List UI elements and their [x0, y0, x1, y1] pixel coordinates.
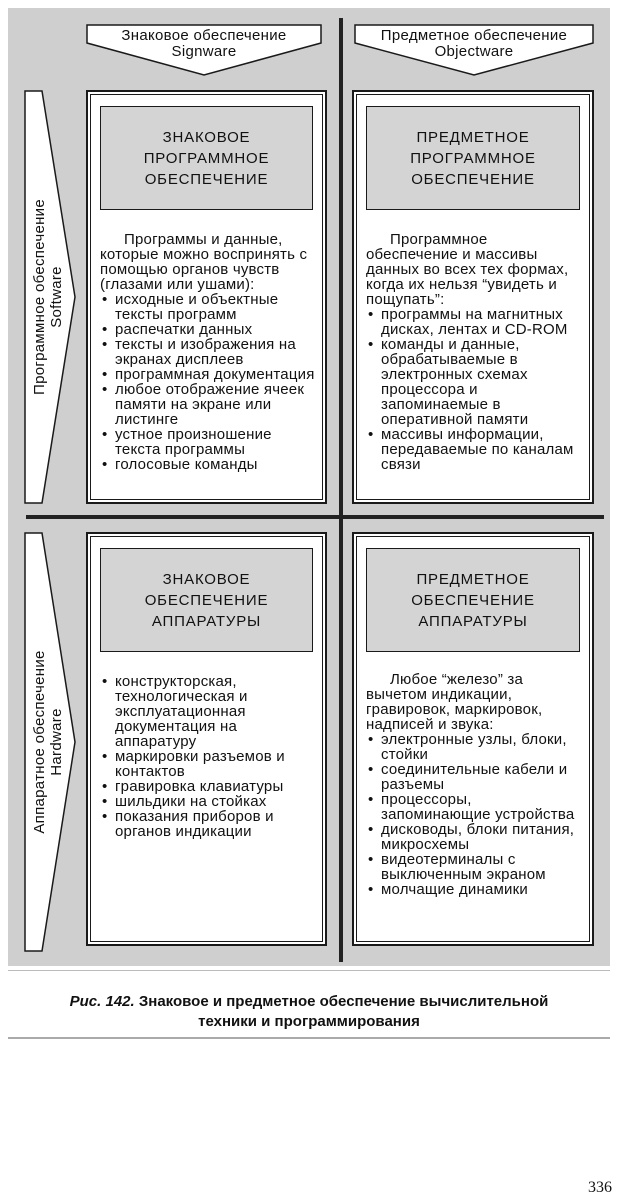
side-software-line2: Software	[48, 266, 65, 328]
panel-intro: Программное обеспечение и массивы данных во всех тех формах, когда их нельзя “увидеть и пощупать”:	[366, 231, 569, 308]
bullet-text: показания приборов и органов индикации	[115, 808, 274, 840]
panel-sign-hardware	[86, 532, 327, 946]
panel-title: ПРЕДМЕТНОЕ ОБЕСПЕЧЕНИЕ АППАРАТУРЫ	[411, 570, 535, 630]
bullet-icon: •	[368, 791, 374, 808]
caption-label: Рис. 142.	[69, 993, 135, 1010]
panel-object-hardware	[352, 532, 594, 946]
bullet-item	[100, 457, 315, 472]
side-hardware-arrow	[24, 532, 76, 952]
panel-body	[100, 232, 315, 472]
header-signware-arrow	[86, 24, 322, 76]
figure	[8, 8, 610, 966]
header-objectware-arrow	[354, 24, 594, 76]
bullet-icon: •	[102, 291, 108, 308]
bullet-item	[100, 794, 315, 809]
panel-intro: Программы и данные, которые можно воспринять с помощью органов чувств (глазами или ушами):	[100, 231, 308, 293]
panel-title-box	[366, 548, 580, 652]
side-software-arrow	[24, 90, 76, 504]
bullet-text: соединительные кабели и разъемы	[381, 761, 568, 793]
bullet-item	[100, 779, 315, 794]
bullet-text: программная документация	[115, 366, 315, 383]
bullet-text: конструкторская, технологическая и эксплуатационная документация на аппаратуру	[115, 673, 248, 750]
header-objectware-line1: Предметное обеспечение	[380, 27, 568, 44]
bullet-icon: •	[102, 456, 108, 473]
bullet-text: исходные и объектные тексты программ	[115, 291, 279, 323]
bullet-text: электронные узлы, блоки, стойки	[381, 731, 567, 763]
bullet-icon: •	[368, 821, 374, 838]
bullet-text: шильдики на стойках	[115, 793, 267, 810]
bullet-icon: •	[102, 793, 108, 810]
bullet-text: команды и данные, обрабатываемые в электронных схемах процессора и запоминаемые в оперативной памяти	[381, 336, 529, 428]
panel-body	[366, 232, 582, 472]
bullet-item	[366, 337, 582, 427]
side-hardware-line1: Аппаратное обеспечение	[31, 650, 48, 834]
vertical-divider	[339, 18, 343, 962]
bullet-item	[366, 427, 582, 472]
bullet-item	[366, 307, 582, 337]
bullet-item	[366, 852, 582, 882]
bullet-text: процессоры, запоминающие устройства	[381, 791, 575, 823]
bullet-text: распечатки данных	[115, 321, 253, 338]
bullet-item	[366, 732, 582, 762]
bullet-icon: •	[102, 808, 108, 825]
bullet-text: тексты и изображения на экранах дисплеев	[115, 336, 296, 368]
bullet-text: массивы информации, передаваемые по каналам связи	[381, 426, 574, 473]
bullet-text: молчащие динамики	[381, 881, 528, 898]
bullet-icon: •	[102, 748, 108, 765]
bullet-text: устное произношение текста программы	[115, 426, 272, 458]
bullet-list	[100, 292, 315, 472]
bullet-text: голосовые команды	[115, 456, 258, 473]
bullet-list	[366, 732, 582, 897]
bullet-text: видеотерминалы с выключенным экраном	[381, 851, 546, 883]
bullet-icon: •	[368, 731, 374, 748]
bullet-icon: •	[368, 426, 374, 443]
caption-line-2: техники и программирования	[198, 1013, 420, 1030]
bullet-icon: •	[368, 761, 374, 778]
bullet-icon: •	[102, 778, 108, 795]
bullet-icon: •	[102, 673, 108, 690]
bullet-icon: •	[102, 321, 108, 338]
bullet-item	[366, 882, 582, 897]
bullet-item	[100, 322, 315, 337]
bullet-item	[100, 809, 315, 839]
panel-title-box	[366, 106, 580, 210]
bullet-text: любое отображение ячеек памяти на экране или листинге	[115, 381, 305, 428]
caption-text-1: Знаковое и предметное обеспечение вычислительной	[138, 993, 549, 1010]
caption-line-1	[8, 993, 610, 1010]
header-signware-line1: Знаковое обеспечение	[121, 27, 287, 44]
panel-object-software	[352, 90, 594, 504]
bullet-icon: •	[368, 336, 374, 353]
bullet-text: маркировки разъемов и контактов	[115, 748, 285, 780]
bullet-icon: •	[102, 426, 108, 443]
bullet-icon: •	[368, 851, 374, 868]
panel-intro: Любое “железо” за вычетом индикации, гравировок, маркировок, надписей и звука:	[366, 671, 543, 733]
bullet-list	[366, 307, 582, 472]
header-signware-line2: Signware	[171, 43, 237, 60]
bullet-text: дисководы, блоки питания, микросхемы	[381, 821, 575, 853]
panel-sign-software	[86, 90, 327, 504]
header-objectware-line2: Objectware	[434, 43, 514, 60]
bullet-item	[366, 762, 582, 792]
bullet-item	[100, 337, 315, 367]
panel-title-box	[100, 548, 313, 652]
bullet-icon: •	[102, 381, 108, 398]
panel-title: ЗНАКОВОЕ ОБЕСПЕЧЕНИЕ АППАРАТУРЫ	[144, 570, 269, 630]
panel-title: ПРЕДМЕТНОЕ ПРОГРАММНОЕ ОБЕСПЕЧЕНИЕ	[410, 128, 536, 188]
bullet-item	[366, 792, 582, 822]
bullet-item	[100, 427, 315, 457]
panel-title-box	[100, 106, 313, 210]
page-number: 336	[588, 1179, 612, 1196]
figure-caption	[8, 970, 610, 1039]
bullet-item	[100, 674, 315, 749]
bullet-text: гравировка клавиатуры	[115, 778, 284, 795]
bullet-icon: •	[102, 336, 108, 353]
bullet-item	[366, 822, 582, 852]
side-hardware-line2: Hardware	[48, 708, 65, 776]
bullet-icon: •	[368, 306, 374, 323]
side-software-line1: Программное обеспечение	[31, 198, 48, 396]
panel-body	[366, 672, 582, 897]
horizontal-divider	[26, 515, 604, 519]
bullet-icon: •	[102, 366, 108, 383]
bullet-item	[100, 292, 315, 322]
bullet-item	[100, 367, 315, 382]
panel-body	[100, 674, 315, 839]
bullet-icon: •	[368, 881, 374, 898]
bullet-item	[100, 749, 315, 779]
bullet-text: программы на магнитных дисках, лентах и CD-ROM	[381, 306, 568, 338]
bullet-list	[100, 674, 315, 839]
bullet-item	[100, 382, 315, 427]
panel-title: ЗНАКОВОЕ ПРОГРАММНОЕ ОБЕСПЕЧЕНИЕ	[143, 128, 270, 188]
